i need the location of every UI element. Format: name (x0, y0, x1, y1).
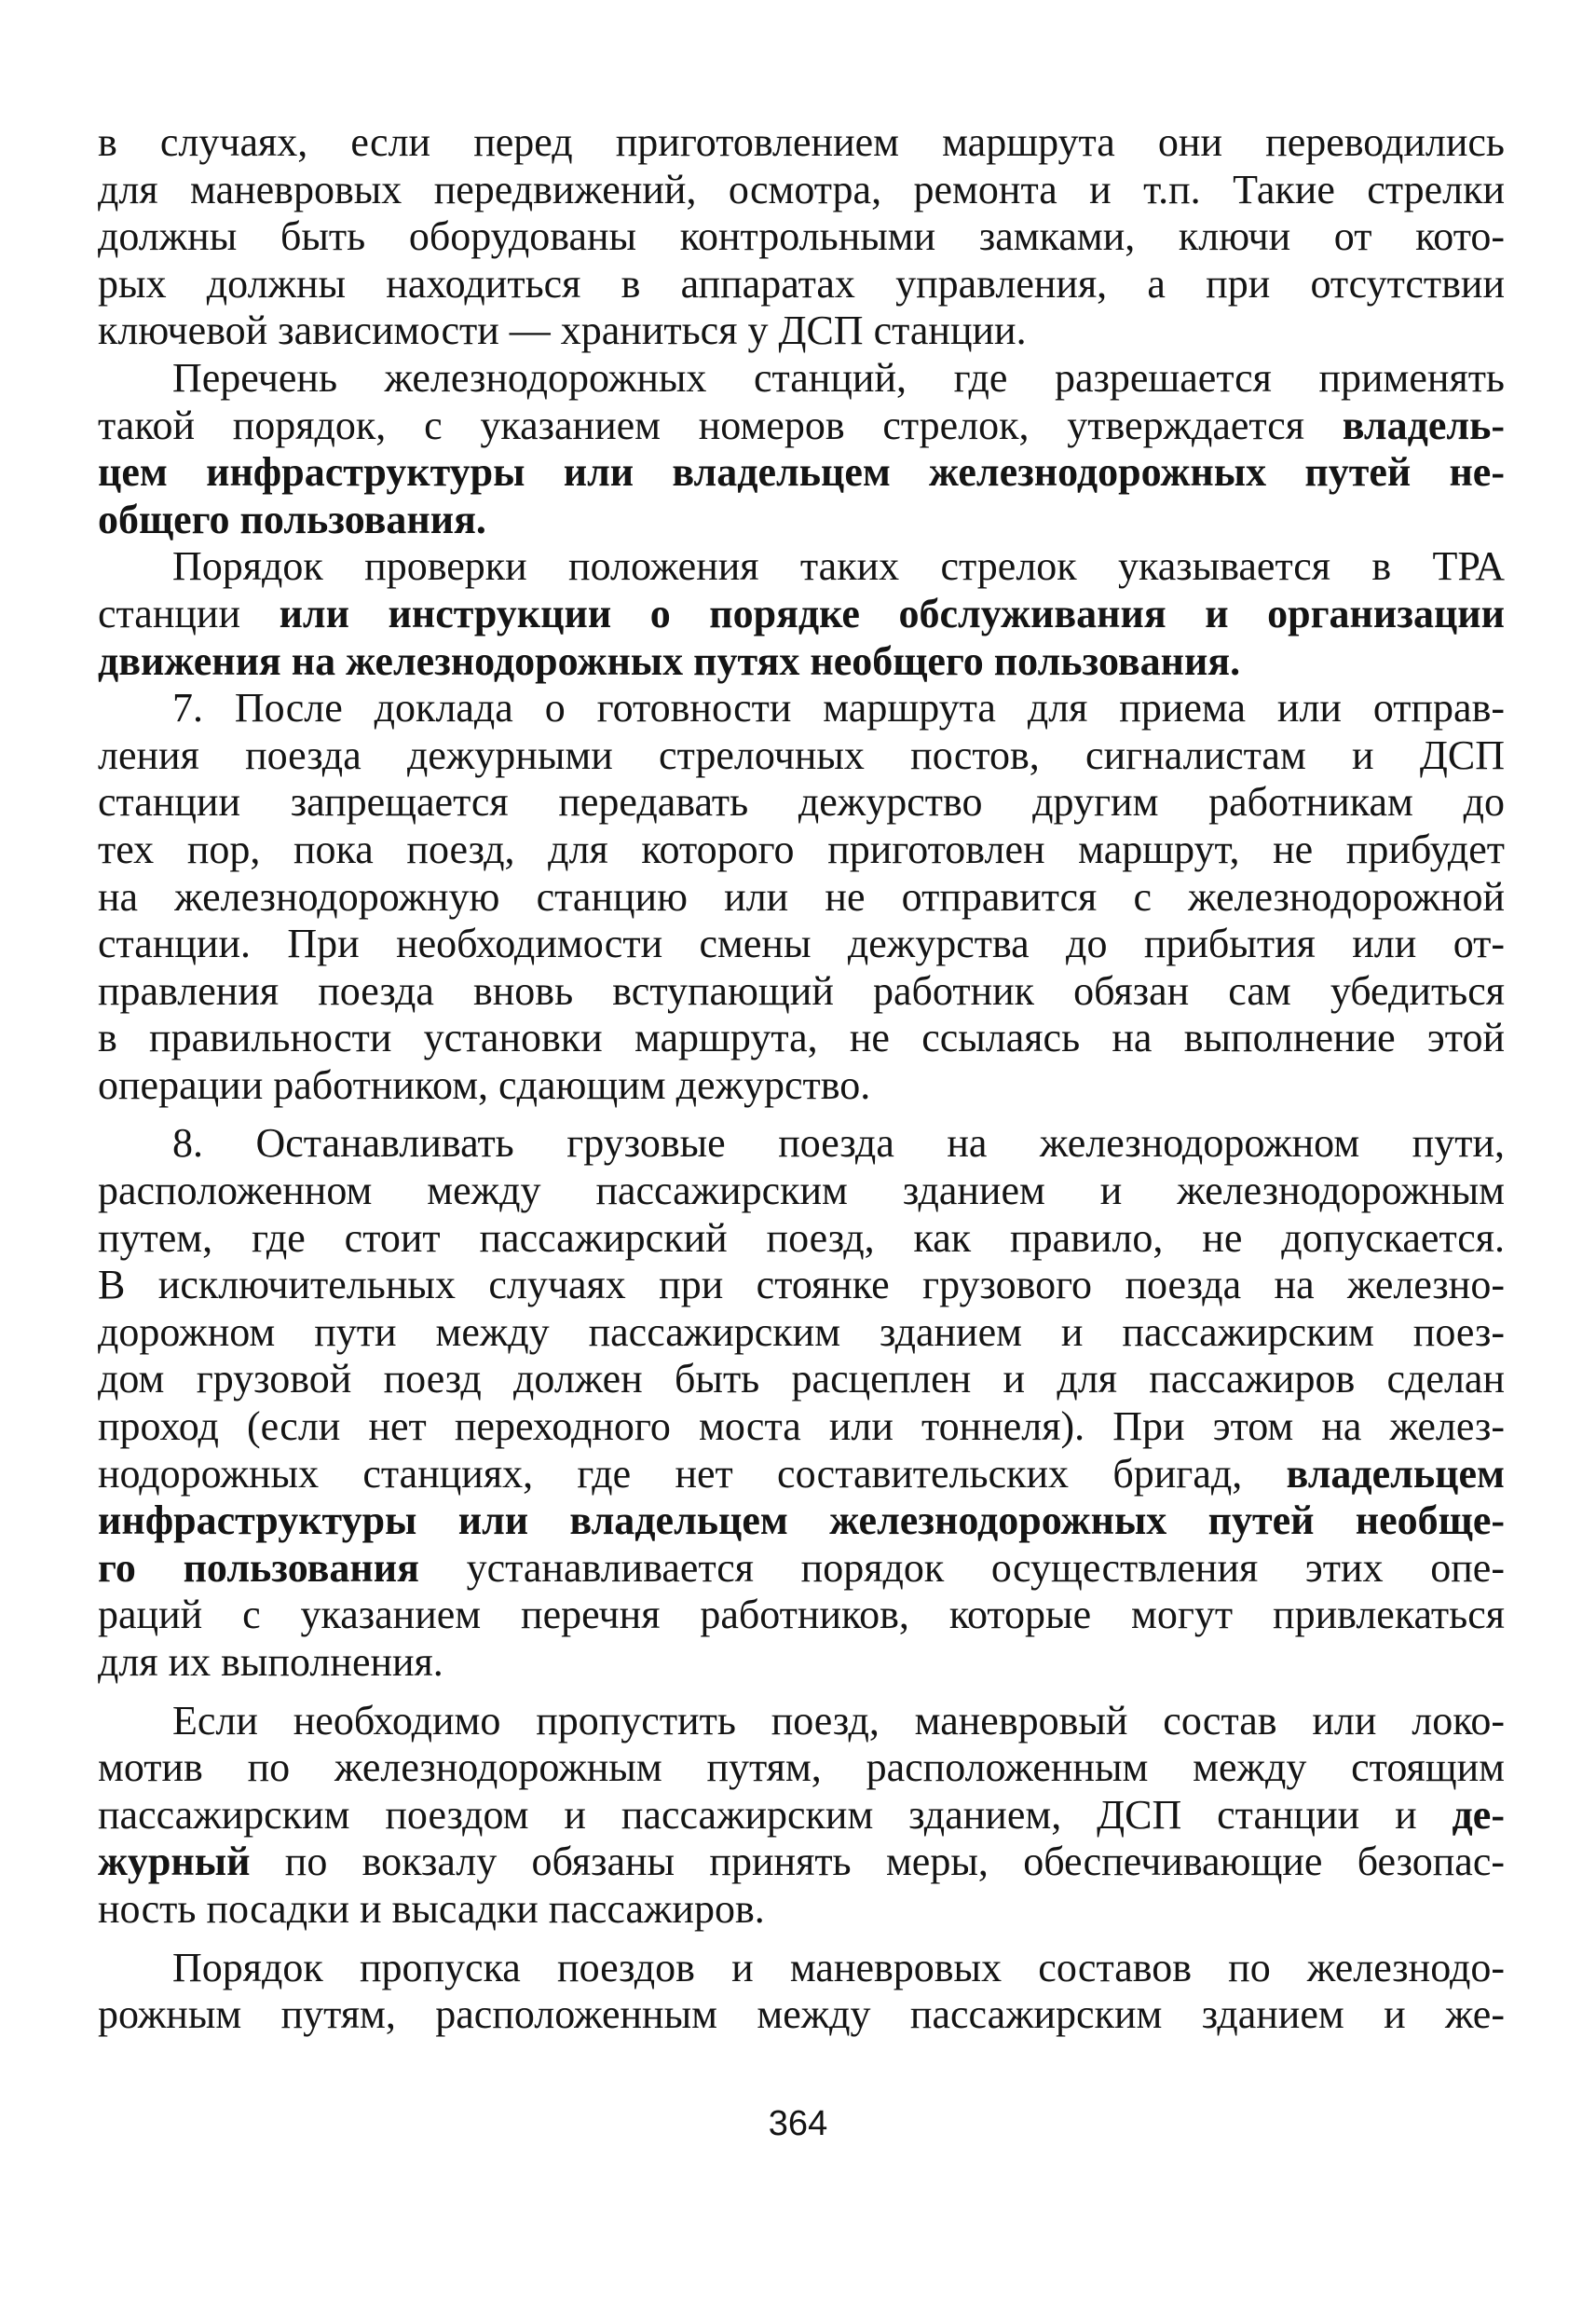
text-line (98, 1639, 1505, 1687)
text-line (98, 1839, 1505, 1886)
text-line (98, 1168, 1505, 1215)
text-line (98, 732, 1505, 780)
text-run: тех пор, пока поезд, для которого приготовлен маршрут, не прибудет (98, 826, 1505, 872)
text-line (98, 1015, 1505, 1062)
text-run: операции работником, сдающим дежурство. (98, 1061, 871, 1108)
text-run: рожным путям, расположенным между пассажирским зданием и же- (98, 1991, 1505, 2038)
text-line (98, 403, 1505, 450)
page-number: 364 (768, 2104, 828, 2143)
bold-text: общего пользования. (98, 496, 486, 542)
text-line (98, 1356, 1505, 1403)
text-line (98, 1744, 1505, 1792)
text-run: станции. При необходимости смены дежурства до прибытия или от- (98, 921, 1505, 967)
text-run: Перечень железнодорожных станций, где разрешается применять (172, 354, 1505, 401)
paragraph (98, 119, 1505, 355)
text-line (98, 497, 1505, 544)
bold-text: инфраструктуры или владельцем железнодорожных путей необще- (98, 1497, 1505, 1544)
text-line (98, 1945, 1505, 1992)
text-run: для маневровых передвижений, осмотра, ремонта и т.п. Такие стрелки (98, 166, 1505, 212)
text-run: 8. Останавливать грузовые поезда на железнодорожном пути, (172, 1120, 1505, 1167)
text-run: станции (98, 590, 280, 636)
text-line (98, 1309, 1505, 1357)
bold-text: цем инфраструктуры или владельцем железнодорожных путей не- (98, 449, 1505, 496)
bold-text: владель- (1342, 402, 1505, 448)
text-line (98, 167, 1505, 214)
text-line (98, 1262, 1505, 1309)
text-line (98, 685, 1505, 732)
text-line (98, 1886, 1505, 1934)
text-line (98, 1991, 1505, 2039)
text-run: рых должны находиться в аппаратах управления, а при отсутствии (98, 260, 1505, 307)
text-run: дорожном пути между пассажирским зданием и пассажирским поез- (98, 1308, 1505, 1355)
text-run: на железнодорожную станцию или не отправится с железнодорожной (98, 873, 1505, 920)
text-run: В исключительных случаях при стоянке грузового поезда на железно- (98, 1262, 1505, 1308)
text-run: мотив по железнодорожным путям, расположенным между стоящим (98, 1744, 1505, 1791)
text-line (98, 921, 1505, 968)
text-line (98, 355, 1505, 403)
paragraph (98, 685, 1505, 1109)
text-line (98, 827, 1505, 874)
text-run: Порядок проверки положения таких стрелок указывается в ТРА (172, 543, 1505, 590)
text-run: расположенном между пассажирским зданием и железнодорожным (98, 1168, 1505, 1214)
text-run: ность посадки и высадки пассажиров. (98, 1885, 765, 1932)
text-run: ления поезда дежурными стрелочных постов, сигналистам и ДСП (98, 732, 1505, 778)
text-run: такой порядок, с указанием номеров стрелок, утверждается (98, 402, 1343, 448)
text-run: для их выполнения. (98, 1639, 443, 1685)
page-body (98, 119, 1505, 2039)
paragraph (98, 543, 1505, 685)
text-line (98, 638, 1505, 686)
text-run: правления поезда вновь вступающий работник обязан сам убедиться (98, 967, 1505, 1014)
text-line (98, 1792, 1505, 1839)
bold-text: владельцем (1286, 1450, 1505, 1497)
bold-text: движения на железнодорожных путях необщего пользования. (98, 637, 1241, 684)
text-line (98, 1403, 1505, 1451)
text-run: по вокзалу обязаны принять меры, обеспечивающие безопас- (250, 1839, 1505, 1885)
paragraph (98, 1120, 1505, 1686)
text-run: пассажирским поездом и пассажирским зданием, ДСП станции и (98, 1791, 1453, 1838)
text-run: нодорожных станциях, где нет составительских бригад, (98, 1450, 1287, 1497)
text-line (98, 591, 1505, 638)
text-line (98, 968, 1505, 1016)
text-line (98, 1497, 1505, 1545)
text-run: путем, где стоит пассажирский поезд, как правило, не допускается. (98, 1214, 1505, 1261)
text-run: ключевой зависимости — храниться у ДСП станции. (98, 308, 1027, 354)
text-line (98, 543, 1505, 591)
text-run: дом грузовой поезд должен быть расцеплен и для пассажиров сделан (98, 1356, 1505, 1402)
paragraph (98, 355, 1505, 543)
text-line (98, 1451, 1505, 1498)
paragraph (98, 1945, 1505, 2039)
text-run: раций с указанием перечня работников, которые могут привлекаться (98, 1592, 1505, 1638)
bold-text: го пользования (98, 1544, 419, 1591)
text-line (98, 1120, 1505, 1168)
text-line (98, 1545, 1505, 1593)
text-line (98, 779, 1505, 827)
text-run: устанавливается порядок осуществления этих опе- (418, 1544, 1505, 1591)
bold-text: или инструкции о порядке обслуживания и организации (279, 590, 1505, 636)
text-run: 7. После доклада о готовности маршрута для приема или отправ- (172, 685, 1505, 732)
text-run: проход (если нет переходного моста или тоннеля). При этом на желез- (98, 1403, 1505, 1450)
text-line (98, 1215, 1505, 1263)
text-line (98, 213, 1505, 261)
paragraph (98, 1698, 1505, 1934)
text-run: станции запрещается передавать дежурство другим работникам до (98, 779, 1505, 826)
text-line (98, 1698, 1505, 1745)
text-line (98, 119, 1505, 167)
bold-text: де- (1452, 1791, 1505, 1838)
bold-text: журный (98, 1839, 251, 1885)
text-line (98, 874, 1505, 922)
text-line (98, 1062, 1505, 1110)
text-run: Если необходимо пропустить поезд, маневровый состав или локо- (172, 1697, 1505, 1744)
text-line (98, 308, 1505, 355)
text-run: Порядок пропуска поездов и маневровых составов по железнодо- (172, 1944, 1505, 1990)
text-run: в случаях, если перед приготовлением маршрута они переводились (98, 119, 1505, 165)
text-run: должны быть оборудованы контрольными замками, ключи от кото- (98, 213, 1505, 260)
text-line (98, 261, 1505, 308)
text-line (98, 449, 1505, 497)
text-run: в правильности установки маршрута, не ссылаясь на выполнение этой (98, 1015, 1505, 1061)
text-line (98, 1592, 1505, 1639)
